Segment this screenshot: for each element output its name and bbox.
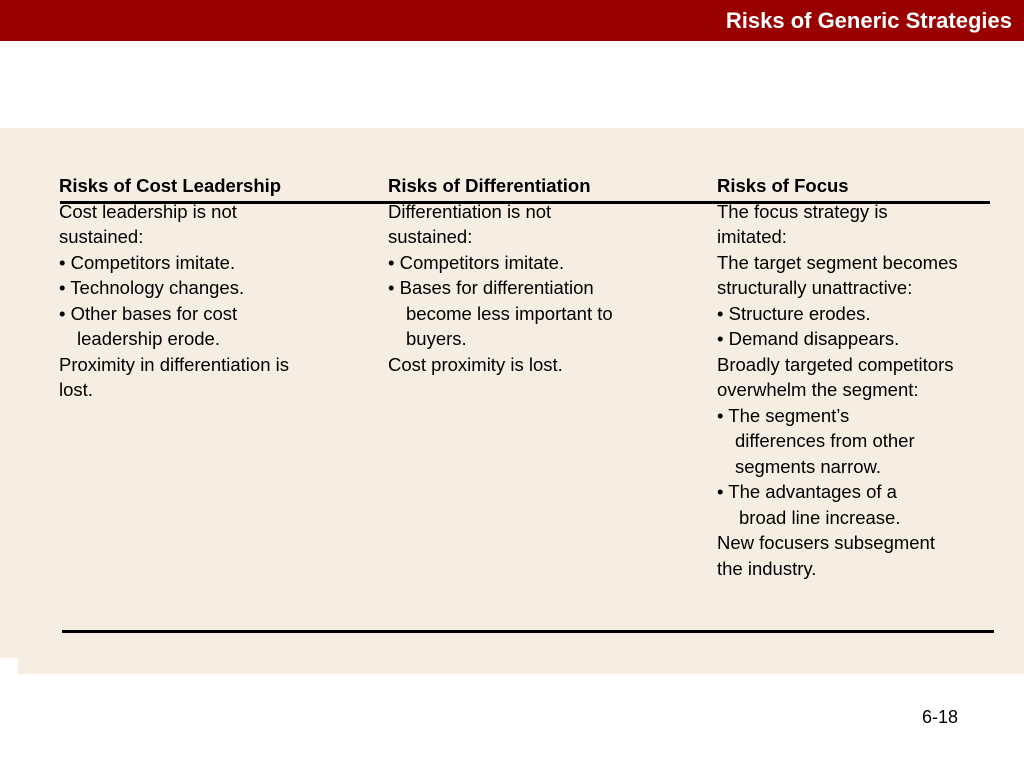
column-text-line: imitated: <box>717 226 787 247</box>
column-text-line: Broadly targeted competitors <box>717 353 954 375</box>
column-text-line: The target segment becomes <box>717 251 958 273</box>
column-text-line: the industry. <box>717 557 817 579</box>
bullet-item: • Structure erodes. <box>717 302 871 324</box>
column-text-line: Cost leadership is not <box>59 200 237 222</box>
column-heading: Risks of Differentiation <box>388 175 591 196</box>
column-text-line: lost. <box>59 379 93 400</box>
bullet-item: • Other bases for cost <box>59 302 238 324</box>
column-text-line: sustained: <box>59 226 144 247</box>
bullet-continuation: differences from other <box>735 430 915 451</box>
column-text-line: structurally unattractive: <box>717 277 913 298</box>
column-heading: Risks of Cost Leadership <box>59 175 282 196</box>
page-number: 6-18 <box>922 707 959 727</box>
column-differentiation <box>388 173 613 377</box>
column-focus <box>717 173 958 581</box>
bullet-item: • The advantages of a <box>717 481 897 502</box>
content-panel-left-strip <box>0 128 18 658</box>
bullet-continuation: leadership erode. <box>77 328 220 349</box>
bullet-continuation: broad line increase. <box>739 506 901 528</box>
column-text-line: Differentiation is not <box>388 200 552 222</box>
table-bottom-rule <box>62 630 994 633</box>
column-text-line: overwhelm the segment: <box>717 379 919 400</box>
column-text-line: Proximity in differentiation is <box>59 353 289 375</box>
column-text-line: New focusers subsegment <box>717 532 935 553</box>
bullet-continuation: buyers. <box>406 328 467 349</box>
bullet-item: • Demand disappears. <box>717 328 900 349</box>
column-cost-leadership <box>59 173 289 403</box>
bullet-item: • Competitors imitate. <box>59 251 236 273</box>
slide-title: Risks of Generic Strategies <box>725 8 1012 33</box>
column-text-line: Cost proximity is lost. <box>388 353 563 375</box>
bullet-continuation: segments narrow. <box>735 455 882 477</box>
title-bar <box>0 0 1024 41</box>
bullet-continuation: become less important to <box>406 302 613 324</box>
bullet-item: • The segment’s <box>717 404 850 426</box>
bullet-item: • Bases for differentiation <box>388 277 594 298</box>
column-text-line: sustained: <box>388 226 473 247</box>
column-text-line: The focus strategy is <box>717 200 888 222</box>
bullet-item: • Technology changes. <box>59 277 245 298</box>
column-heading: Risks of Focus <box>717 175 849 196</box>
bullet-item: • Competitors imitate. <box>388 251 565 273</box>
